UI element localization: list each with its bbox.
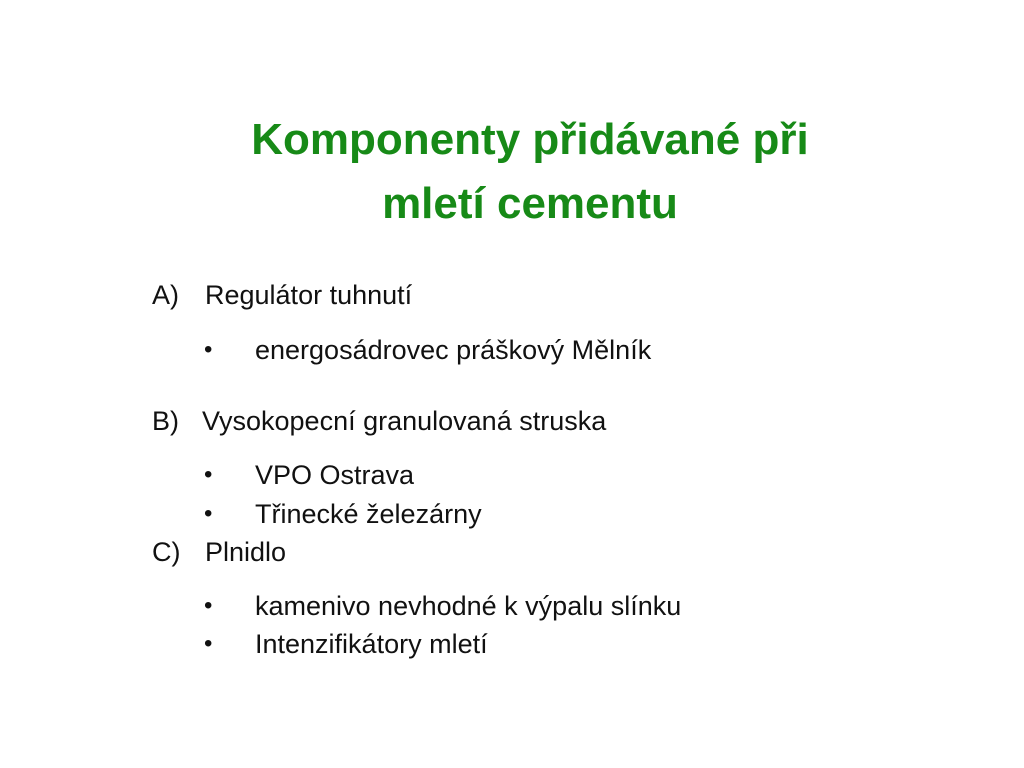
section-b-marker: B) <box>152 406 179 436</box>
section-c-label: Plnidlo <box>205 537 287 567</box>
bullet-icon: • <box>204 461 213 488</box>
section-b-item-2: Třinecké železárny <box>255 499 482 529</box>
section-b-item-1: VPO Ostrava <box>255 460 415 490</box>
bullet-icon: • <box>204 500 213 527</box>
slide-title <box>150 108 910 236</box>
section-c-item-2: Intenzifikátory mletí <box>255 629 488 659</box>
section-c-item-1: kamenivo nevhodné k výpalu slínku <box>255 591 682 621</box>
section-c-marker: C) <box>152 537 181 567</box>
section-a-item-1: energosádrovec práškový Mělník <box>255 335 652 365</box>
title-line-2: mletí cementu <box>382 179 678 228</box>
section-a-label: Regulátor tuhnutí <box>205 280 413 310</box>
section-a-marker: A) <box>152 280 179 310</box>
title-line-1: Komponenty přidávané při <box>251 115 809 164</box>
bullet-icon: • <box>204 336 213 363</box>
bullet-icon: • <box>204 592 213 619</box>
bullet-icon: • <box>204 630 213 657</box>
section-b-label: Vysokopecní granulovaná struska <box>202 406 607 436</box>
